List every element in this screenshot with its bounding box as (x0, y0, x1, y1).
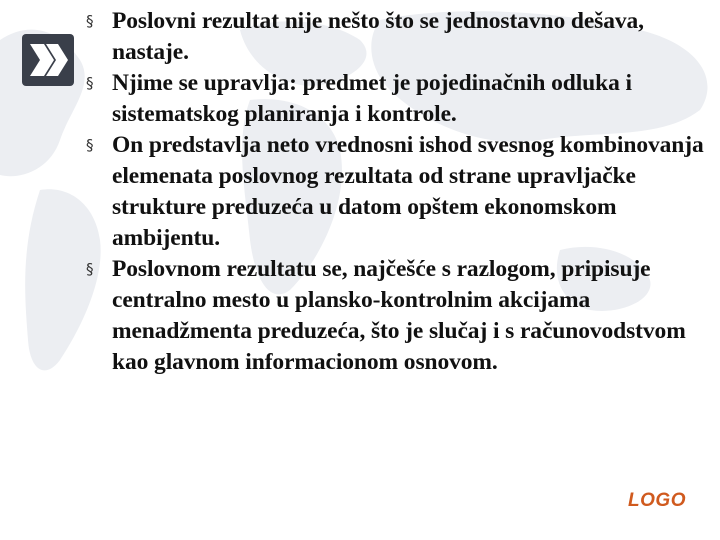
bullet-text: On predstavlja neto vrednosni ishod svesnog kombinovanja elemenata poslovnog rezultata od strane upravljačke strukture preduzeća u datom opštem ekonomskom ambijentu. (112, 132, 704, 251)
bullet-item-1 (86, 6, 716, 68)
bullet-text: Njime se upravlja: predmet je pojedinačnih odluka i sistematskog planiranja i kontrole. (112, 70, 632, 127)
bullet-marker: § (86, 136, 94, 154)
bullet-item-3 (86, 130, 716, 254)
bullet-marker: § (86, 260, 94, 278)
bullet-marker: § (86, 74, 94, 92)
bullet-text: Poslovni rezultat nije nešto što se jednostavno dešava, nastaje. (112, 8, 644, 65)
double-chevron-icon (22, 34, 74, 86)
bullet-marker: § (86, 12, 94, 30)
footer-logo: LOGO (628, 490, 686, 511)
bullet-item-2 (86, 68, 716, 130)
bullet-list (86, 6, 716, 378)
bullet-text: Poslovnom rezultatu se, najčešće s razlogom, pripisuje centralno mesto u plansko-kontrolnim akcijama menadžmenta preduzeća, što je slučaj i s računovodstvom kao glavnom informacionom osnovom. (112, 256, 686, 375)
bullet-item-4 (86, 254, 716, 378)
